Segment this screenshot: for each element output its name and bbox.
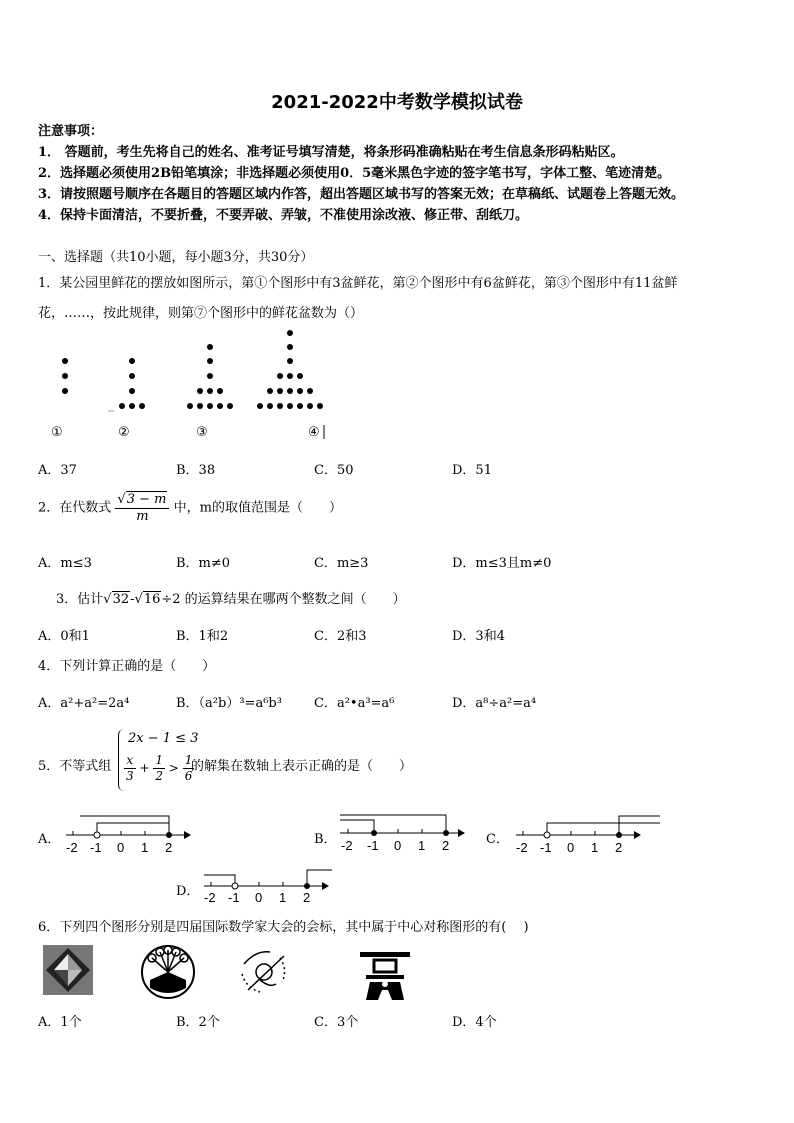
q3-suffix: ÷2 的运算结果在哪两个整数之间（ ） (161, 592, 406, 607)
number-line-a (60, 810, 192, 856)
svg-text:-1: -1 (228, 890, 240, 905)
svg-text:-2: -2 (66, 840, 78, 855)
q6-option-a: A．1个 (38, 1015, 82, 1030)
figure-label-3: ③ (196, 424, 208, 439)
figure-label-4: ④ (308, 424, 320, 439)
q1-stem-line2: 花，……，按此规律，则第⑦个图形中的鲜花盆数为（） (38, 306, 364, 321)
q3-option-b: B．1和2 (176, 629, 229, 644)
q3-option-d: D．3和4 (452, 629, 505, 644)
q4-option-b: B．（a²b）³=a⁶b³ (176, 696, 282, 711)
q5-option-c-label: C． (486, 832, 509, 847)
q2-option-b: B．m≠0 (176, 556, 231, 571)
svg-text:-1: -1 (367, 838, 379, 853)
q2-stem (38, 492, 342, 525)
q3-option-a: A．0和1 (38, 629, 90, 644)
svg-text:0: 0 (117, 840, 125, 855)
q1-option-b: B．38 (176, 463, 216, 478)
svg-text:-2: -2 (204, 890, 216, 905)
svg-text:1: 1 (418, 838, 426, 853)
congress-logo-3-icon (236, 944, 292, 1000)
q6-option-b: B．2个 (176, 1015, 220, 1030)
q6-stem: 6．下列四个图形分别是四届国际数学家大会的会标，其中属于中心对称图形的有( ) (38, 920, 529, 935)
number-line-c (510, 810, 666, 856)
number-line-b (334, 810, 466, 856)
svg-text:0: 0 (567, 840, 575, 855)
q5-option-d-label: D． (176, 884, 200, 899)
svg-text:2: 2 (303, 890, 311, 905)
svg-text:-2: -2 (341, 838, 353, 853)
section-heading: 一、选择题（共10小题，每小题3分，共30分） (38, 250, 314, 265)
q2-option-d: D．m≤3且m≠0 (452, 556, 552, 571)
q5-suffix: 的解集在数轴上表示正确的是（ ） (191, 759, 413, 774)
q2-prefix: 2．在代数式 (38, 500, 112, 516)
q4-option-a: A．a²+a²=2a⁴ (38, 696, 130, 711)
notice-item-2: 2．选择题必须使用2B铅笔填涂；非选择题必须使用0．5毫米黑色字迹的签字笔书写，字体工整、笔迹清楚。 (38, 166, 671, 181)
page-title: 2021-2022中考数学模拟试卷 (271, 92, 523, 113)
svg-text:1: 1 (591, 840, 599, 855)
q3-prefix: 3．估计 (56, 592, 104, 607)
flower-pattern-figure (38, 325, 378, 445)
q3-radicand-1: 32 (112, 592, 130, 607)
q2-option-a: A．m≤3 (38, 556, 92, 571)
q1-stem-line1: 1．某公园里鲜花的摆放如图所示，第①个图形中有3盆鲜花，第②个图形中有6盆鲜花，第③个图形中有11盆鲜 (38, 276, 678, 291)
congress-logo-1-icon (42, 944, 94, 996)
q3-option-c: C．2和3 (314, 629, 367, 644)
q1-option-a: A．37 (38, 463, 77, 478)
notice-heading: 注意事项： (38, 124, 104, 139)
q2-denominator: m (136, 509, 149, 524)
q2-option-c: C．m≥3 (314, 556, 369, 571)
q1-option-c: C．50 (314, 463, 354, 478)
q2-suffix: 中，m的取值范围是（ ） (173, 500, 342, 516)
svg-text:-1: -1 (90, 840, 102, 855)
q1-option-d: D．51 (452, 463, 492, 478)
q4-stem: 4．下列计算正确的是（ ） (38, 659, 216, 674)
notice-item-1: 1． 答题前，考生先将自己的姓名、准考证号填写清楚，将条形码准确粘贴在考生信息条形码粘贴区。 (38, 145, 624, 160)
congress-logo-4-icon (356, 944, 414, 1002)
q6-option-d: D．4个 (452, 1015, 497, 1030)
svg-text:-1: -1 (540, 840, 552, 855)
q4-option-c: C．a²•a³=a⁶ (314, 696, 395, 711)
svg-text:1: 1 (279, 890, 287, 905)
svg-text:-2: -2 (516, 840, 528, 855)
svg-text:0: 0 (255, 890, 263, 905)
svg-text:0: 0 (394, 838, 402, 853)
notice-item-3: 3．请按照题号顺序在各题目的答题区域内作答，超出答题区域书写的答案无效；在草稿纸、试题卷上答题无效。 (38, 187, 685, 202)
svg-text:1: 1 (141, 840, 149, 855)
q4-option-d: D．a⁸÷a²=a⁴ (452, 696, 537, 711)
q3-radicand-2: 16 (143, 592, 161, 607)
q5-option-a-label: A． (38, 832, 61, 847)
svg-text:2: 2 (615, 840, 623, 855)
q5-prefix: 5．不等式组 (38, 759, 112, 774)
svg-text:2: 2 (165, 840, 173, 855)
congress-logo-2-icon (140, 944, 196, 1000)
q6-option-c: C．3个 (314, 1015, 359, 1030)
q2-fraction: $\frac{√3 - m}{m}$ (115, 492, 169, 525)
q5-ineq1: 2x − 1 ≤ 3 (128, 731, 199, 746)
figure-label-1: ① (51, 424, 63, 439)
svg-text:2: 2 (442, 838, 450, 853)
figure-label-2: ② (118, 424, 130, 439)
number-line-d (198, 864, 338, 906)
notice-item-4: 4．保持卡面清洁，不要折叠，不要弄破、弄皱，不准使用涂改液、修正带、刮纸刀。 (38, 208, 529, 223)
q5-ineq2: $\frac{x}{3}$ + $\frac{1}{2}$ > $\frac{1}{6}$ (126, 753, 193, 783)
q3-minus: - (130, 592, 135, 607)
q2-radicand: 3 − m (126, 492, 167, 507)
q5-option-b-label: B． (314, 832, 337, 847)
q3-stem: 3．估计√32-√16÷2 的运算结果在哪两个整数之间（ ） (56, 592, 406, 607)
